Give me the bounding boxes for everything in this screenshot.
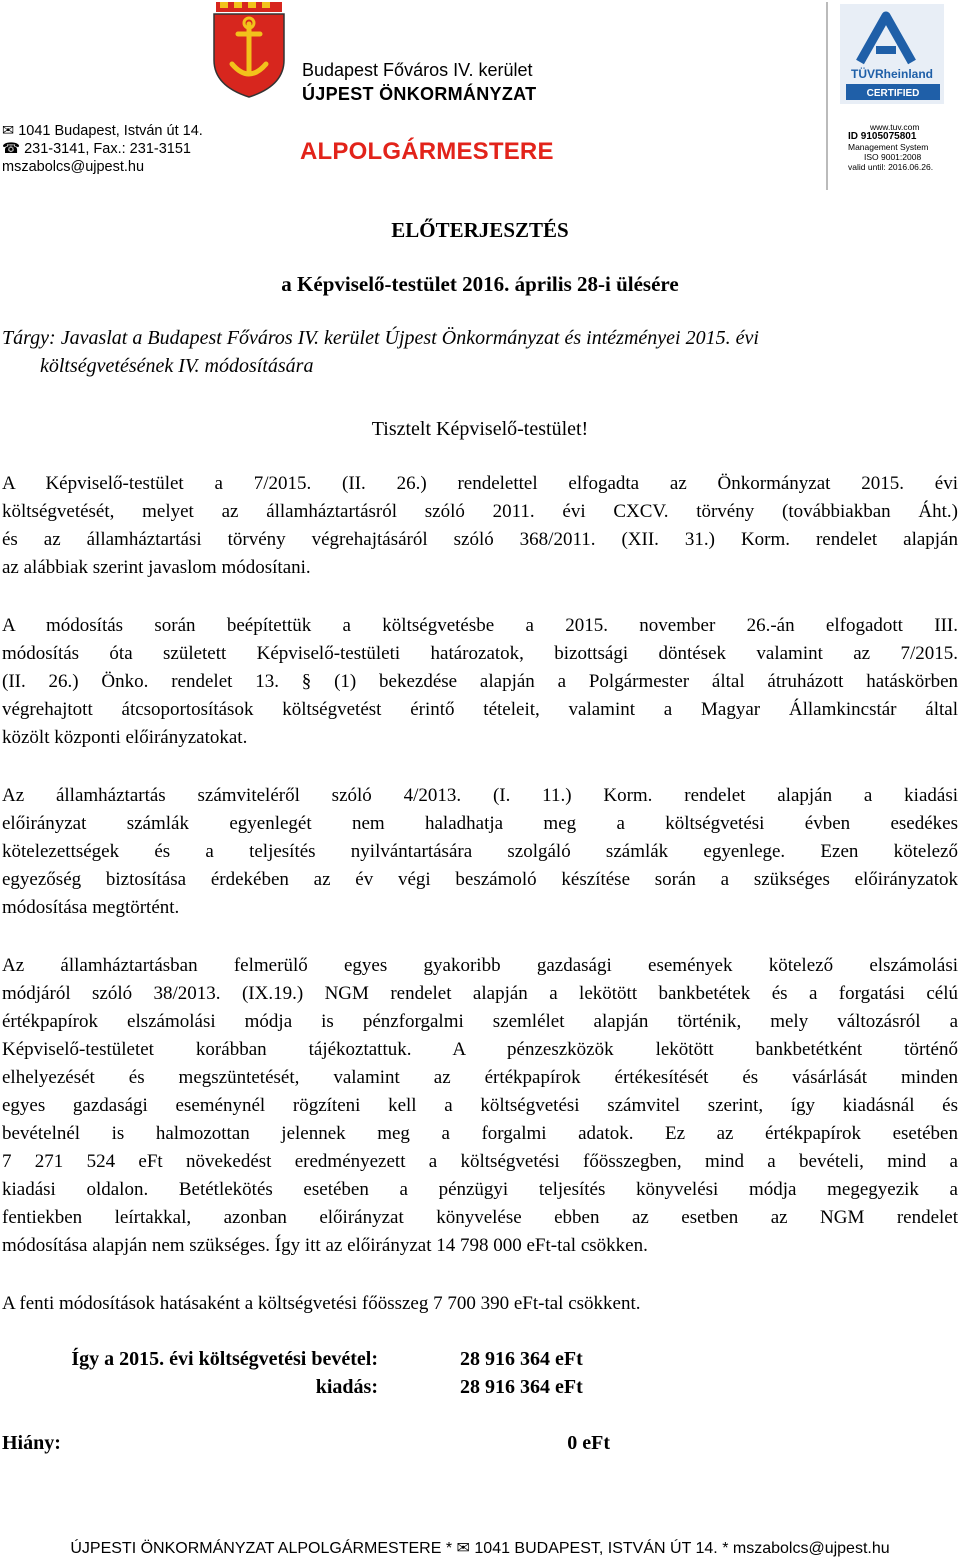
email[interactable]: mszabolcs@ujpest.hu xyxy=(2,159,145,175)
text-line: előirányzat számlák egyenlegét nem haladhatja meg a költségvetési évben esedékes xyxy=(2,813,958,834)
footer-left: ÚJPESTI ÖNKORMÁNYZAT ALPOLGÁRMESTERE * xyxy=(70,1540,453,1557)
text-line: bevételnél is halmozottan jelennek meg a forgalmi adatok. Ez az értékpapírok esetében xyxy=(2,1123,958,1144)
text-line: A módosítás során beépítettük a költségvetésbe a 2015. november 26.-án elfogadott III. xyxy=(2,615,958,636)
text-line: Az államháztartás számviteléről szóló 4/2013. (I. 11.) Korm. rendelet alapján a kiadási xyxy=(2,785,958,806)
text-line: kiadási oldalon. Betétlekötés esetében a pénzügyi teljesítés könyvelési módja megegyezik a xyxy=(2,1179,958,1200)
cert-valid: valid until: 2016.06.26. xyxy=(848,162,934,172)
envelope-icon: ✉ xyxy=(456,1540,470,1557)
text-line: módjáról szóló 38/2013. (IX.19.) NGM rendelet alapján a lekötött bankbetétek és a forgatási célú xyxy=(2,983,958,1004)
tuv-badge: CERTIFIED xyxy=(866,88,920,99)
tuv-logo xyxy=(828,2,960,112)
phone: 231-3141, Fax.: 231-3151 xyxy=(24,141,191,157)
text-line: A Képviselő-testület a 7/2015. (II. 26.) rendelettel elfogadta az Önkormányzat 2015. évi xyxy=(2,473,958,494)
paragraph-3 xyxy=(2,782,958,922)
cert-id: ID 9105075801 xyxy=(848,131,917,142)
text-line: végrehajtott átcsoportosítások költségvetést érintő tételeit, valamint a Magyar Államkincstár által xyxy=(2,699,958,720)
envelope-icon: ✉ xyxy=(2,123,15,139)
text-line: és az államháztartási törvény végrehajtásáról szóló 368/2011. (XII. 31.) Korm. rendelet alapján xyxy=(2,529,958,550)
page-footer xyxy=(0,1538,960,1558)
text-line: 7 271 524 eFt növekedést eredményezett a költségvetési főösszegben, mind a bevételi, mind a xyxy=(2,1151,958,1172)
text-line: (II. 26.) Önko. rendelet 13. § (1) bekezdése alapján a Polgármester által átruházott hatáskörben xyxy=(2,671,958,692)
subject xyxy=(2,324,759,380)
revenue-label: Így a 2015. évi költségvetési bevétel: xyxy=(71,1348,378,1370)
expense-value: 28 916 364 eFt xyxy=(460,1376,583,1398)
contact-block xyxy=(2,122,203,176)
org-subname: ÚJPEST ÖNKORMÁNYZAT xyxy=(302,84,537,104)
document-title: ELŐTERJESZTÉS xyxy=(391,218,569,242)
session-line: a Képviselő-testület 2016. április 28-i ülésére xyxy=(281,272,679,296)
coat-of-arms-logo xyxy=(210,2,288,98)
deficit-value: 0 eFt xyxy=(567,1432,610,1454)
text-line: Képviselő-testületet korábban tájékoztattuk. A pénzeszközök lekötött bankbetétként történő xyxy=(2,1039,958,1060)
text-line: kötelezettségek és a teljesítés nyilvántartására szolgáló számlák egyenlege. Ezen kötelező xyxy=(2,841,958,862)
certificate-details xyxy=(848,122,933,172)
text-line: egyes gazdasági eseménynél rögzíteni kell a költségvetési számvitel szerint, így kiadásnál és xyxy=(2,1095,958,1116)
phone-icon: ☎ xyxy=(2,141,21,157)
cert-system: Management System xyxy=(848,142,929,152)
subject-line: Tárgy: Javaslat a Budapest Főváros IV. kerület Újpest Önkormányzat és intézményei 2015. évi xyxy=(2,327,759,349)
paragraph-2 xyxy=(2,612,958,752)
address: 1041 Budapest, István út 14. xyxy=(18,123,203,139)
text-line: közölt központi előirányzatokat. xyxy=(2,727,248,748)
expense-label: kiadás: xyxy=(315,1376,378,1398)
subject-line: költségvetésének IV. módosítására xyxy=(40,355,314,377)
cert-web: www.tuv.com xyxy=(870,122,920,132)
text-line: az alábbiak szerint javaslom módosítani. xyxy=(2,557,311,578)
text-line: módosítás óta született Képviselő-testületi határozatok, bizottsági döntések valamint az 7/2015. xyxy=(2,643,958,664)
greeting: Tisztelt Képviselő-testület! xyxy=(371,418,589,440)
text-line: Az államháztartásban felmerülő egyes gyakoribb gazdasági események kötelező elszámolási xyxy=(2,955,958,976)
text-line: egyezőség biztosítása érdekében az év végi beszámoló készítése során a szükséges előirányzatok xyxy=(2,869,958,890)
paragraph-1 xyxy=(2,470,958,582)
deficit-label: Hiány: xyxy=(2,1432,61,1454)
text-line: értékpapírok elszámolási módja is pénzforgalmi szemlélet alapján történik, mely változásról a xyxy=(2,1011,958,1032)
text-line: költségvetését, melyet az államháztartásról szóló 2011. évi CXCV. törvény (továbbiakban Áht.) xyxy=(2,501,958,522)
office-title: ALPOLGÁRMESTERE xyxy=(300,138,554,165)
paragraph-4 xyxy=(2,952,958,1260)
paragraph-5 xyxy=(2,1290,958,1318)
cert-iso: ISO 9001:2008 xyxy=(864,152,922,162)
text-line: módosítása alapján nem szükséges. Így itt az előirányzat 14 798 000 eFt-tal csökken. xyxy=(2,1235,648,1256)
text-line: módosítása megtörtént. xyxy=(2,897,180,918)
text-line: elhelyezését és megszüntetését, valamint az értékpapírok értékesítését és vásárlását minden xyxy=(2,1067,958,1088)
org-name: Budapest Főváros IV. kerület xyxy=(302,60,533,80)
text-line: A fenti módosítások hatásaként a költségvetési főösszeg 7 700 390 eFt-tal csökkent. xyxy=(2,1293,641,1314)
tuv-brand: TÜVRheinland xyxy=(850,67,934,81)
revenue-value: 28 916 364 eFt xyxy=(460,1348,583,1370)
text-line: fentiekben leírtakkal, azonban előirányzat könyvelése ebben az esetben az NGM rendelet xyxy=(2,1207,958,1228)
footer-right: 1041 BUDAPEST, ISTVÁN ÚT 14. * mszabolcs@ujpest.hu xyxy=(474,1540,890,1557)
